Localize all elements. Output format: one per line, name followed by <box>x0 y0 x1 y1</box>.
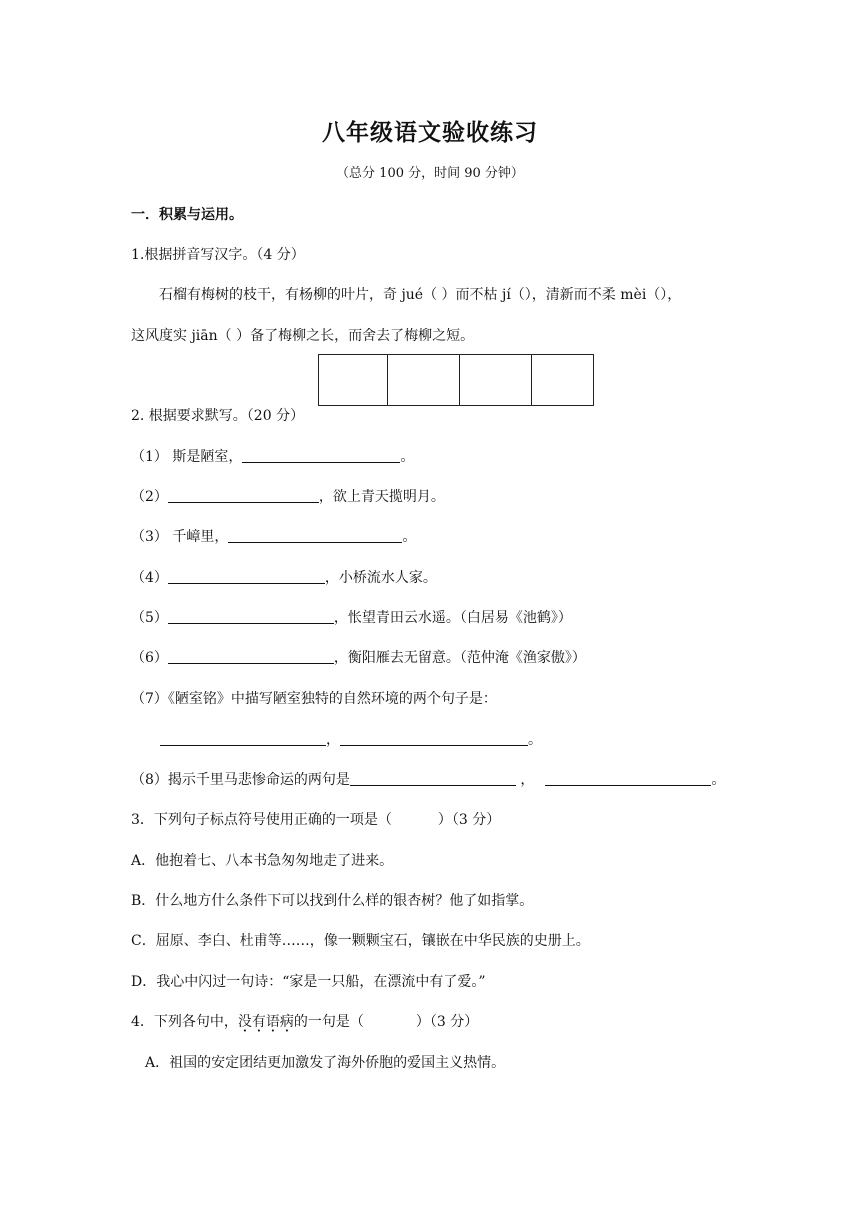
answer-blank[interactable] <box>340 731 528 746</box>
section-heading: 一．积累与运用。 <box>131 207 243 223</box>
question-3-heading <box>131 810 500 830</box>
item-suffix: 。 <box>711 772 726 788</box>
emphasis-char: 语 <box>265 1014 280 1030</box>
answer-blank[interactable] <box>168 569 325 584</box>
question-3-text: 3．下列句子标点符号使用正确的一项是（ <box>131 812 392 828</box>
option-c: C．屈原、李白、杜甫等……，像一颗颗宝石，镶嵌在中华民族的史册上。 <box>131 933 590 949</box>
question-1-text-line1: 石榴有梅树的枝干，有杨柳的叶片，奇 jué（ ）而不枯 jí（），清新而不柔 mèi（）， <box>159 287 682 303</box>
item-prefix: 斯是陋室， <box>167 449 243 465</box>
item-prefix: 千嶂里， <box>167 529 229 545</box>
option-a: A．祖国的安定团结更加激发了海外侨胞的爱国主义热情。 <box>145 1055 506 1071</box>
option-d: D．我心中闪过一句诗：“家是一只船，在漂流中有了爱。” <box>131 974 486 990</box>
question-2-heading: 2. 根据要求默写。（20 分） <box>131 408 305 424</box>
question-1-heading: 1.根据拼音写汉字。（4 分） <box>131 247 305 263</box>
item-suffix: ，衡阳雁去无留意。（范仲淹《渔家傲》） <box>333 650 586 666</box>
fill-item-4 <box>131 568 437 588</box>
item-number: （1） <box>131 449 168 465</box>
question-1-text-line2: 这风度实 jiān（ ）备了梅柳之长，而舍去了梅柳之短。 <box>131 328 475 344</box>
answer-grid[interactable] <box>318 354 594 406</box>
answer-blank[interactable] <box>160 731 326 746</box>
answer-blank[interactable] <box>168 488 319 503</box>
question-4-text-mid: 的一句是（ <box>293 1014 364 1030</box>
item-number: （6） <box>131 650 168 666</box>
item-number: （2） <box>131 489 168 505</box>
emphasis-char: 有 <box>251 1014 266 1030</box>
answer-blank[interactable] <box>242 448 400 463</box>
answer-blank[interactable] <box>350 771 516 786</box>
emphasis-char: 病 <box>279 1014 294 1030</box>
answer-blank[interactable] <box>545 771 711 786</box>
emphasized-phrase <box>238 1014 294 1030</box>
separator: ， <box>326 732 340 748</box>
item-prefix: （8）揭示千里马悲惨命运的两句是 <box>131 772 350 788</box>
item-suffix: ，怅望青田云水遥。（白居易《池鹤》） <box>333 610 572 626</box>
question-3-score: ）（3 分） <box>437 812 501 828</box>
item-suffix: 。 <box>402 529 417 545</box>
item-number: （4） <box>131 570 168 586</box>
question-4-heading <box>131 1012 478 1032</box>
fill-item-1 <box>131 447 414 467</box>
fill-item-6 <box>131 648 586 668</box>
fill-item-8 <box>131 770 725 790</box>
question-4-text: 4．下列各句中， <box>131 1014 238 1030</box>
emphasis-char: 没 <box>237 1014 252 1030</box>
fill-item-5 <box>131 608 572 628</box>
page-title: 八年级语文验收练习 <box>322 119 538 146</box>
fill-item-7-answers <box>160 730 542 750</box>
item-number: （5） <box>131 610 168 626</box>
answer-box[interactable] <box>459 355 531 405</box>
item-suffix: 。 <box>400 449 415 465</box>
answer-box[interactable] <box>319 355 387 405</box>
answer-blank[interactable] <box>168 609 334 624</box>
item-number: （3） <box>131 529 168 545</box>
fill-item-7-prompt: （7）《陋室铭》中描写陋室独特的自然环境的两个句子是： <box>131 691 497 707</box>
page-subtitle: （总分 100 分，时间 90 分钟） <box>336 166 524 181</box>
item-suffix: ，欲上青天揽明月。 <box>318 489 445 505</box>
answer-blank[interactable] <box>228 528 402 543</box>
option-b: B．什么地方什么条件下可以找到什么样的银杏树？他了如指掌。 <box>131 893 534 909</box>
item-suffix: 。 <box>528 732 542 748</box>
fill-item-3 <box>131 527 416 547</box>
question-4-score: ）（3 分） <box>415 1014 479 1030</box>
separator: ， <box>515 772 535 788</box>
answer-box[interactable] <box>387 355 459 405</box>
answer-blank[interactable] <box>168 649 334 664</box>
fill-item-2 <box>131 487 445 507</box>
item-suffix: ，小桥流水人家。 <box>324 570 437 586</box>
option-a: A．他抱着七、八本书急匆匆地走了进来。 <box>131 853 394 869</box>
answer-box[interactable] <box>531 355 593 405</box>
